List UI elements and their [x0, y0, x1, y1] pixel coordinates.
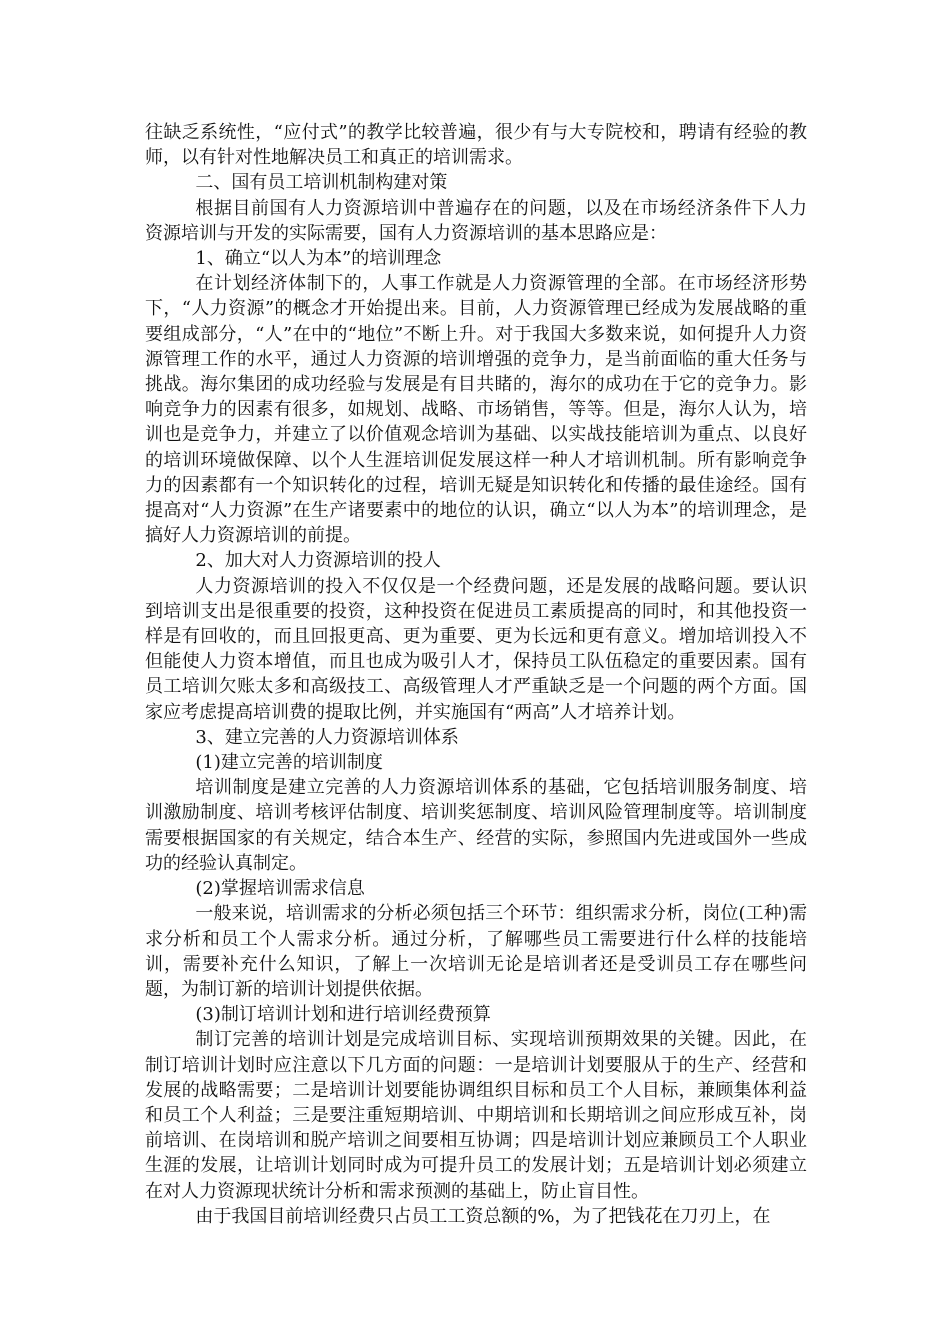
subsection-heading: 2、加大对人力资源培训的投人 — [195, 550, 441, 572]
subsection-heading: 1、确立“以人为本”的培训理念 — [195, 248, 442, 270]
subsection-heading: 3、建立完善的人力资源培训体系 — [195, 726, 459, 748]
body-paragraph: 由于我国目前培训经费只占员工工资总额的%，为了把钱花在刀刃上，在 — [195, 1205, 771, 1227]
body-paragraph: 在计划经济体制下的，人事工作就是人力资源管理的全部。在市场经济形势下，“人力资源”的概念才开始提出来。目前，人力资源管理已经成为发展战略的重要组成部分，“人”在中的“地位”不断上升。对于我国大多数来说，如何提升人力资源管理工作的水平，通过人力资源的培训增强的竞争力，是当前面临的重大任务与挑战。海尔集团的成功经验与发展是有目共睹的，海尔的成功在于它的竞争力。影响竞争力的因素有很多，如规划、战略、市场销售，等等。但是，海尔人认为，培训也是竞争力，并建立了以价值观念培训为基础、以实战技能培训为重点、以良好的培训环境做保障、以个人生涯培训促发展这样一种人才培训机制。所有影响竞争力的因素都有一个知识转化的过程，培训无疑是知识转化和传播的最佳途经。国有提高对“人力资源”在生产诸要素中的地位的认识，确立“以人为本”的培训理念，是搞好人力资源培训的前提。 — [145, 273, 807, 547]
sub-subsection-heading: (3)制订培训计划和进行培训经费预算 — [195, 1004, 491, 1026]
section-heading: 二、国有员工培训机制构建对策 — [195, 172, 448, 194]
body-paragraph: 一般来说，培训需求的分析必须包括三个环节：组织需求分析，岗位(工种)需求分析和员工个人需求分析。通过分析，了解哪些员工需要进行什么样的技能培训，需要补充什么知识，了解上一次培训无论是培训者还是受训员工存在哪些问题，为制订新的培训计划提供依据。 — [145, 903, 807, 1000]
document-page — [145, 120, 807, 1229]
body-paragraph: 人力资源培训的投入不仅仅是一个经费问题，还是发展的战略问题。要认识到培训支出是很重要的投资，这种投资在促进员工素质提高的同时，和其他投资一样是有回收的，而且回报更高、更为重要、更为长远和更有意义。增加培训投入不但能使人力资本增值，而且也成为吸引人才，保持员工队伍稳定的重要因素。国有员工培训欠账太多和高级技工、高级管理人才严重缺乏是一个问题的两个方面。国家应考虑提高培训费的提取比例，并实施国有“两高”人才培养计划。 — [145, 575, 807, 723]
paragraph-continuation: 往缺乏系统性，“应付式”的教学比较普遍，很少有与大专院校和，聘请有经验的教师，以有针对性地解决员工和真正的培训需求。 — [145, 122, 807, 169]
body-paragraph: 制订完善的培训计划是完成培训目标、实现培训预期效果的关键。因此，在制订培训计划时应注意以下几方面的问题：一是培训计划要服从于的生产、经营和发展的战略需要；二是培训计划要能协调组织目标和员工个人目标，兼顾集体利益和员工个人利益；三是要注重短期培训、中期培训和长期培训之间应形成互补，岗前培训、在岗培训和脱产培训之间要相互协调；四是培训计划应兼顾员工个人职业生涯的发展，让培训计划同时成为可提升员工的发展计划；五是培训计划必须建立在对人力资源现状统计分析和需求预测的基础上，防止盲目性。 — [145, 1029, 807, 1202]
sub-subsection-heading: (1)建立完善的培训制度 — [195, 752, 383, 774]
body-paragraph: 根据目前国有人力资源培训中普遍存在的问题，以及在市场经济条件下人力资源培训与开发的实际需要，国有人力资源培训的基本思路应是： — [145, 197, 807, 244]
body-paragraph: 培训制度是建立完善的人力资源培训体系的基础，它包括培训服务制度、培训激励制度、培训考核评估制度、培训奖惩制度、培训风险管理制度等。培训制度需要根据国家的有关规定，结合本生产、经营的实际，参照国内先进或国外一些成功的经验认真制定。 — [145, 777, 807, 874]
sub-subsection-heading: (2)掌握培训需求信息 — [195, 878, 365, 900]
